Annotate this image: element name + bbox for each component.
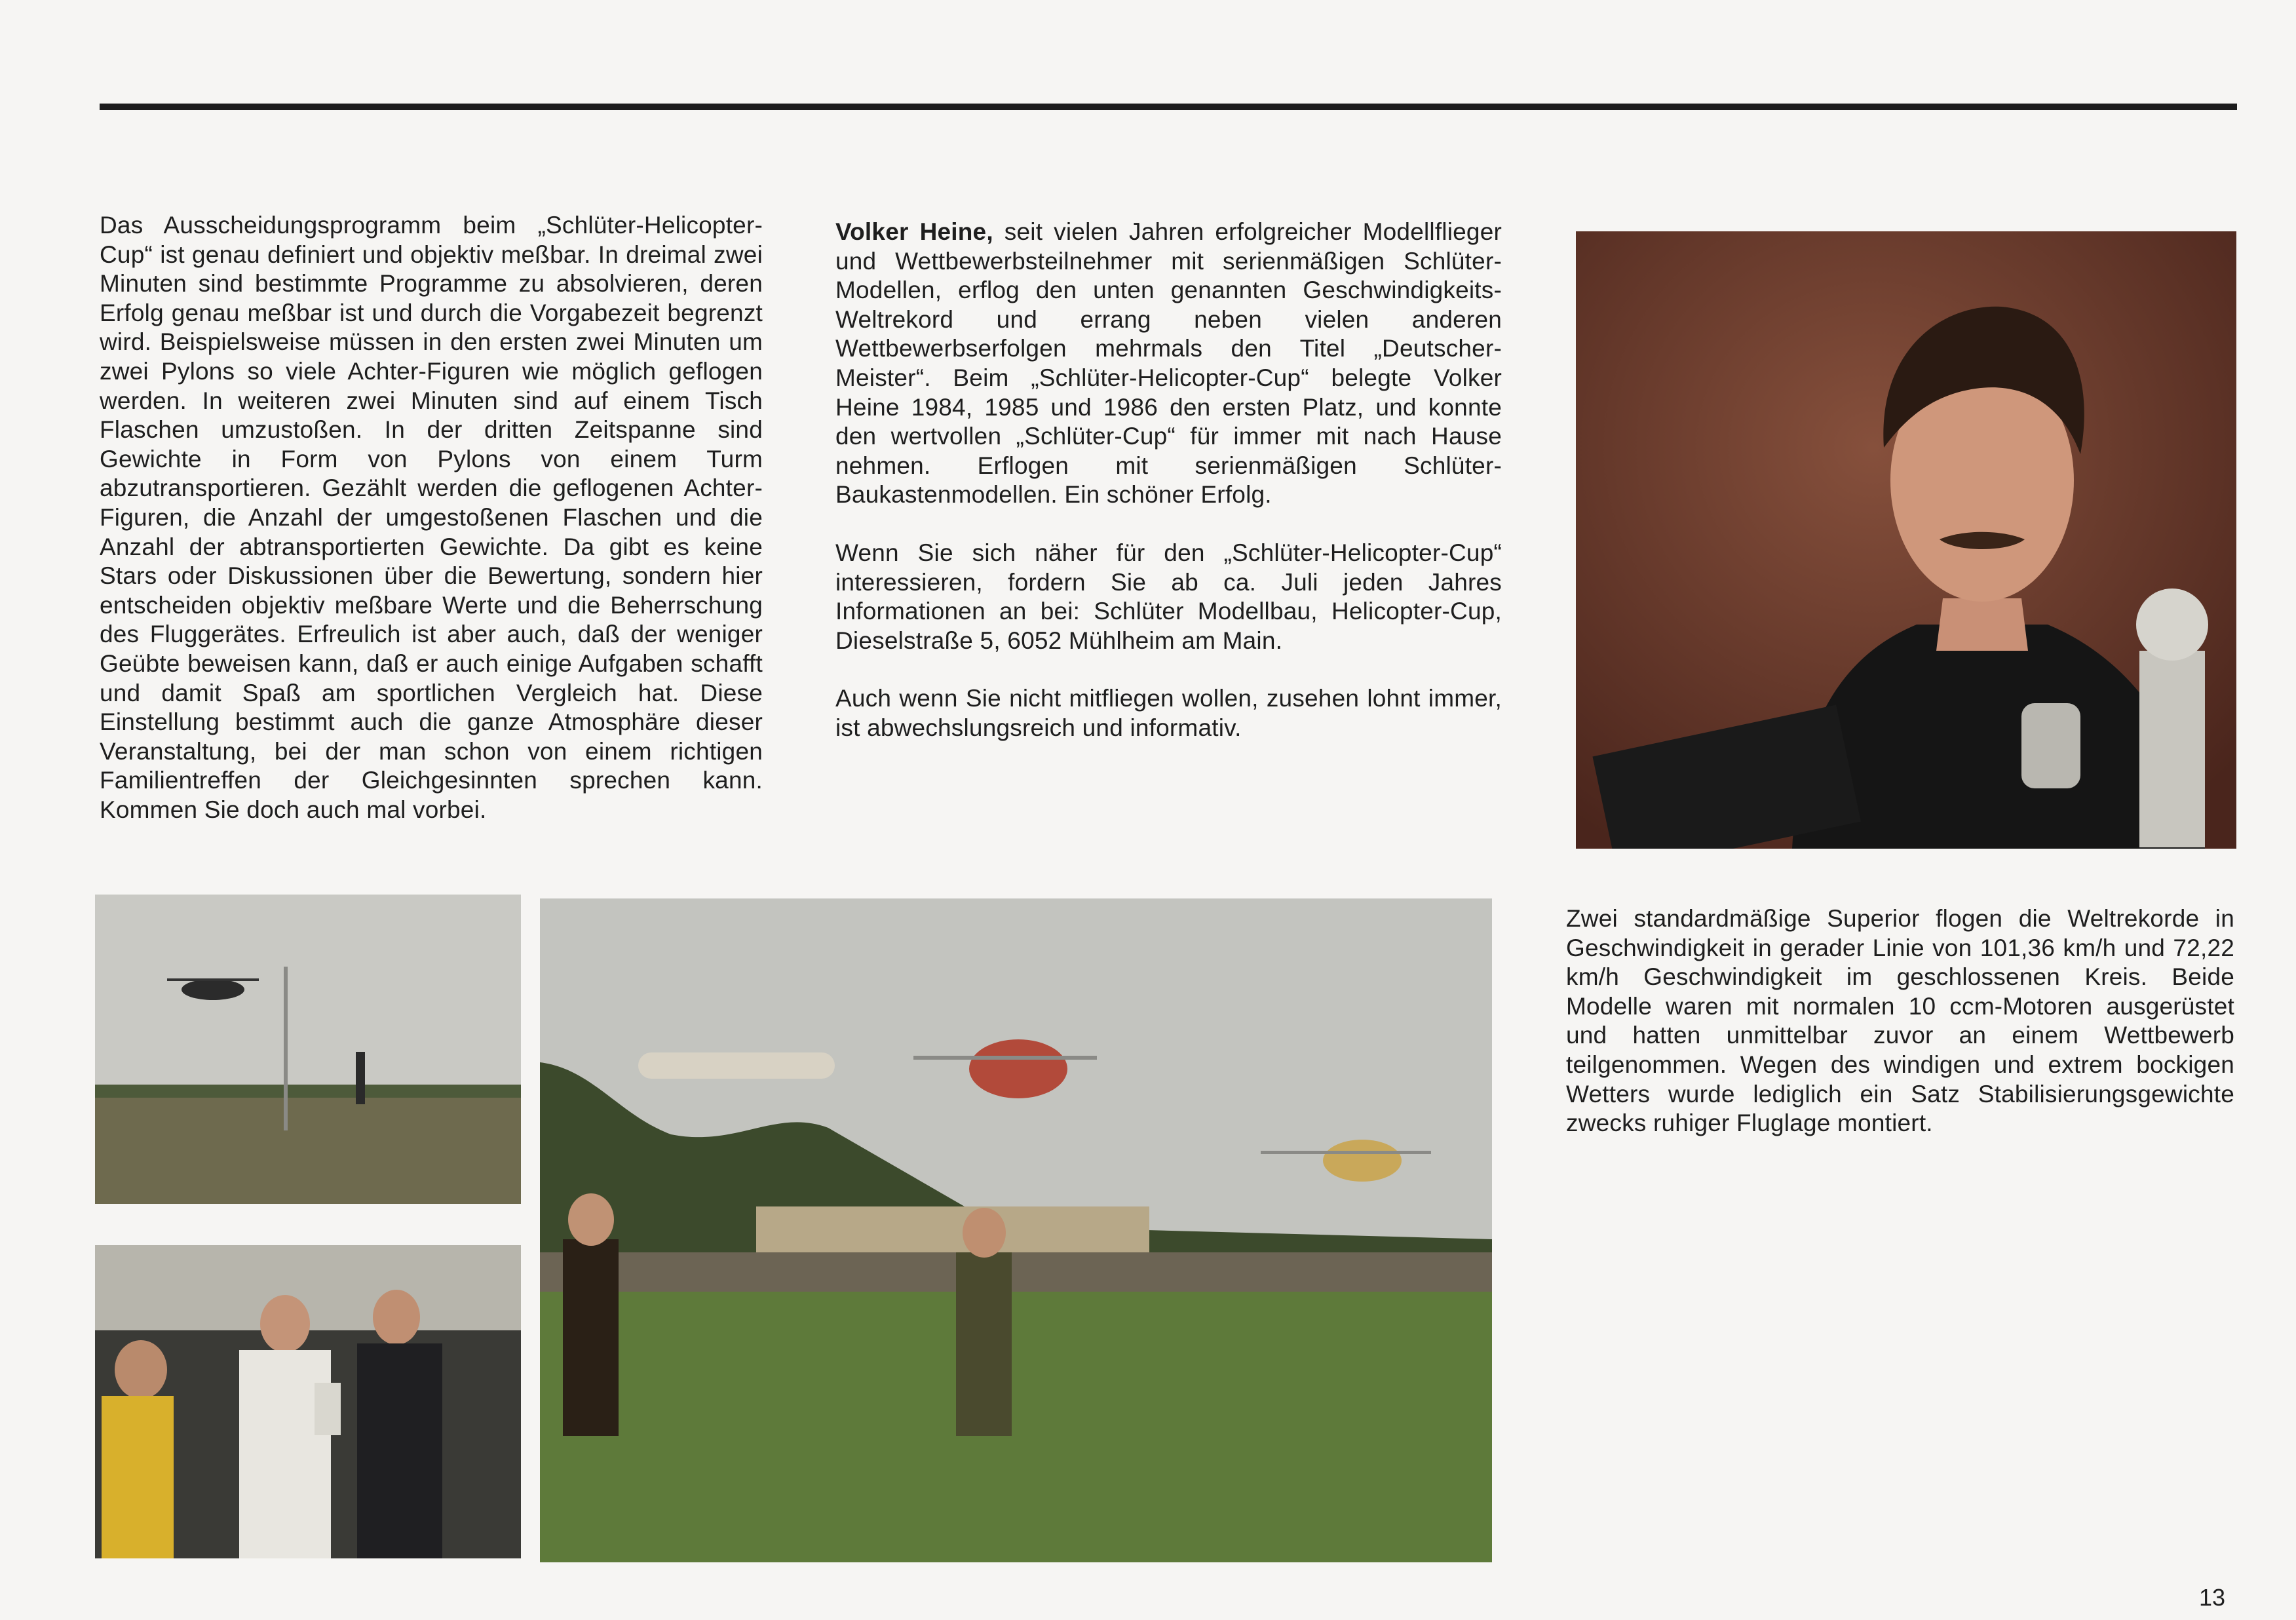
helicopter-field-photo bbox=[95, 895, 521, 1204]
left-text-column bbox=[100, 211, 763, 824]
page-number: 13 bbox=[2198, 1584, 2225, 1611]
middle-text-column bbox=[835, 218, 1502, 743]
competition-main-photo bbox=[540, 898, 1492, 1562]
trophy-crowd-photo bbox=[95, 1245, 521, 1558]
info-request-paragraph: Wenn Sie sich näher für den „Schlüter-Helicopter-Cup“ interessieren, fordern Sie ab ca. Juli jeden Jahres Informationen an bei: Schlüter Modellbau, Helicopter-Cup, Dieselstraße 5, 6052 Mühlheim am Main. bbox=[835, 539, 1502, 654]
volker-heine-text: seit vielen Jahren erfolgreicher Modellflieger und Wettbewerbsteilnehmer mit serienmäßigen Schlüter-Modellen, erflog den unten genannten Geschwindigkeits-Weltrekord und errang neben vielen anderen Wettbewerbserfolgen mehrmals den Titel „Deutscher-Meister“. Beim „Schlüter-Helicopter-Cup“ belegte Volker Heine 1984, 1985 und 1986 den ersten Platz, und konnte den wertvollen „Schlüter-Cup“ für immer mit nach Hause nehmen. Erflogen mit serienmäßigen Schlüter-Baukastenmodellen. Ein schöner Erfolg. bbox=[835, 218, 1502, 509]
cup-program-paragraph: Das Ausscheidungsprogramm beim „Schlüter-Helicopter-Cup“ ist genau definiert und objektiv meßbar. In dreimal zwei Minuten sind bestimmte Programme zu absolvieren, deren Erfolg genau meßbar ist und durch die Vorgabezeit begrenzt wird. Beispielsweise müssen in den ersten zwei Minuten um zwei Pylons so viele Achter-Figuren wie möglich geflogen werden. In weiteren zwei Minuten sind auf einem Tisch Flaschen umzustoßen. In der dritten Zeitspanne sind Gewichte in Form von Pylons von einem Turm abzutransportieren. Gezählt werden die geflogenen Achter-Figuren, die Anzahl der umgestoßenen Flaschen und die Anzahl der abtransportierten Gewichte. Da gibt es keine Stars oder Diskussionen über die Bewertung, sondern hier entscheiden objektiv meßbare Werte und die Beherrschung des Fluggerätes. Erfreulich ist aber auch, daß der weniger Geübte beweisen kann, daß er auch einige Aufgaben schafft und damit Spaß am sportlichen Vergleich hat. Diese Einstellung bestimmt auch die ganze Atmosphäre dieser Veranstaltung, bei der man schon von einem richtigen Familientreffen der Gleichgesinnten sprechen kann. Kommen Sie doch auch mal vorbei. bbox=[100, 212, 763, 823]
volker-heine-name: Volker Heine, bbox=[835, 218, 993, 245]
volker-heine-paragraph bbox=[835, 218, 1502, 510]
top-rule bbox=[100, 104, 2237, 110]
spectator-paragraph: Auch wenn Sie nicht mitfliegen wollen, zusehen lohnt immer, ist abwechslungsreich und informativ. bbox=[835, 685, 1502, 741]
portrait-photo bbox=[1576, 231, 2236, 849]
record-caption: Zwei standardmäßige Superior flogen die Weltrekorde in Geschwindigkeit in gerader Linie von 101,36 km/h und 72,22 km/h Geschwindigkeit im geschlossenen Kreis. Beide Modelle waren mit normalen 10 ccm-Motoren ausgerüstet und hatten unmittelbar zuvor an einem Wettbewerb teilgenommen. Wegen des windigen und extrem bockigen Wetters wurde lediglich ein Satz Stabilisierungsgewichte zwecks ruhiger Fluglage montiert. bbox=[1566, 905, 2234, 1137]
record-caption-column bbox=[1566, 904, 2234, 1138]
